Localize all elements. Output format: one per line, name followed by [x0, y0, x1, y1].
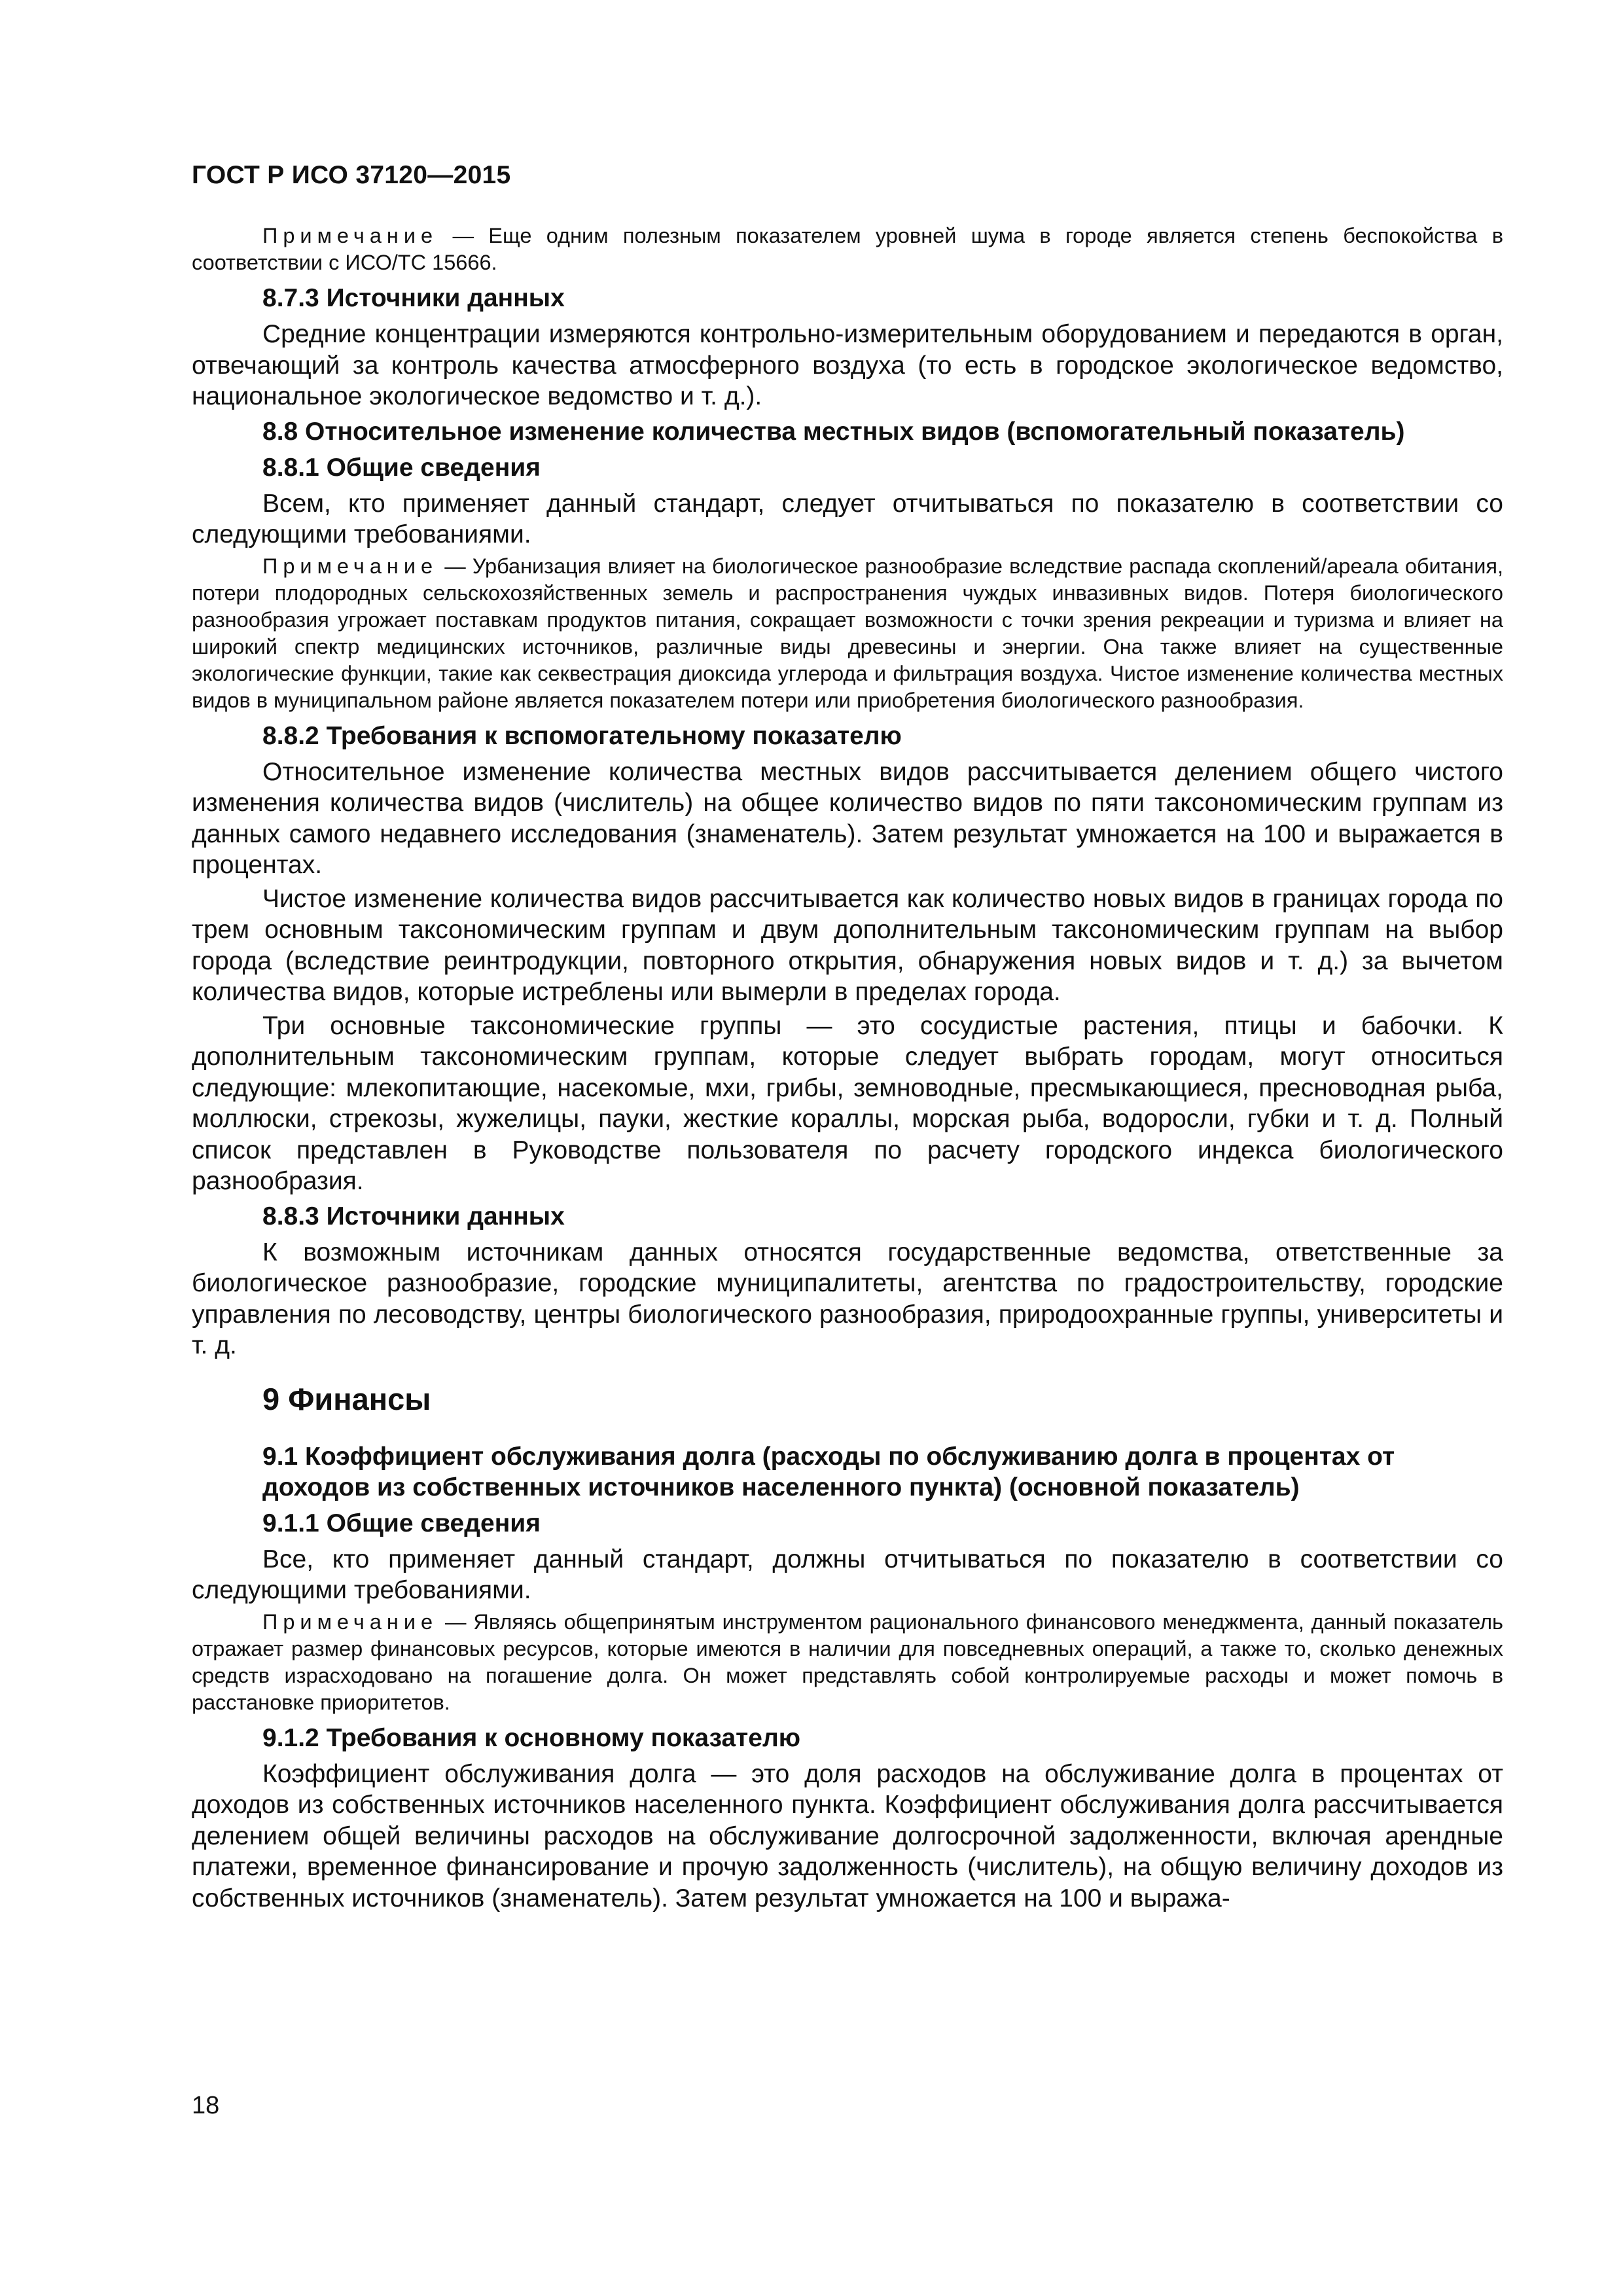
- note-text: — Являясь общепринятым инструментом рационального финансового менеджмента, данный показатель отражает размер финансовых ресурсов, которые имеются в наличии для повседневных операций, а также то, сколько денежных средств израсходовано на погашение долга. Он может представлять собой контролируемые расходы и может помочь в расстановке приоритетов.: [192, 1609, 1503, 1714]
- note-text: — Урбанизация влияет на биологическое разнообразие вследствие распада скоплений/ареала обитания, потери плодородных сельскохозяйственных земель и распространения чуждых инвазивных видов. Потеря биологического разнообразия угрожает поставкам продуктов питания, сокращает возможности с точки зрения рекреации и туризма и влияет на широкий спектр медицинских источников, различные виды древесины и энергии. Она также влияет на существенные экологические функции, такие как секвестрация диоксида углерода и фильтрация воздуха. Чистое изменение количества местных видов в муниципальном районе является показателем потери или приобретения биологического разнообразия.: [192, 554, 1503, 712]
- paragraph-8-8-2-c: Три основные таксономические группы — это сосудистые растения, птицы и бабочки. К дополнительным таксономическим группам, которые следует выбрать городам, могут относиться следующие: млекопитающие, насекомые, мхи, грибы, земноводные, пресмыкающиеся, пресноводная рыба, моллюски, стрекозы, жужелицы, пауки, жесткие кораллы, морская рыба, водоросли, губки и т. д. Полный список представлен в Руководстве пользователя по расчету городского индекса биологического разнообразия.: [192, 1011, 1503, 1195]
- note-noise: [192, 223, 1503, 276]
- heading-9-1: 9.1 Коэффициент обслуживания долга (расходы по обслуживанию долга в процентах от доходов из собственных источников населенного пункта) (основной показатель): [262, 1442, 1395, 1501]
- paragraph-8-8-1: Всем, кто применяет данный стандарт, следует отчитываться по показателю в соответствии со следующими требованиями.: [192, 489, 1503, 548]
- heading-8-8-1: 8.8.1 Общие сведения: [262, 453, 541, 482]
- note-text: — Еще одним полезным показателем уровней шума в городе является степень беспокойства в соответствии с ИСО/ТС 15666.: [192, 224, 1503, 274]
- heading-8-8-3: 8.8.3 Источники данных: [262, 1202, 565, 1230]
- paragraph-8-8-2-b: Чистое изменение количества видов рассчитывается как количество новых видов в границах города по трем основным таксономическим группам и двум дополнительным таксономическим группам на выбор города (вследствие реинтродукции, повторного открытия, обнаружения новых видов и т. д.) за вычетом количества видов, которые истреблены или вымерли в пределах города.: [192, 884, 1503, 1006]
- note-debt-service: [192, 1609, 1503, 1716]
- heading-8-8: 8.8 Относительное изменение количества местных видов (вспомогательный показатель): [262, 417, 1405, 446]
- paragraph-9-1-1: Все, кто применяет данный стандарт, должны отчитываться по показателю в соответствии со следующими требованиями.: [192, 1545, 1503, 1604]
- heading-9-1-2: 9.1.2 Требования к основному показателю: [262, 1723, 801, 1752]
- note-label: Примечание: [262, 224, 438, 247]
- paragraph-9-1-2: Коэффициент обслуживания долга — это доля расходов на обслуживание долга в процентах от доходов из собственных источников населенного пункта. Коэффициент обслуживания долга рассчитывается делением общей величины расходов на обслуживание долгосрочной задолженности, включая арендные платежи, временное финансирование и прочую задолженность (числитель), на общую величину доходов из собственных источников (знаменатель). Затем результат умножается на 100 и выража-: [192, 1759, 1503, 1912]
- heading-8-7-3: 8.7.3 Источники данных: [262, 284, 565, 312]
- heading-9-1-1: 9.1.1 Общие сведения: [262, 1509, 541, 1537]
- paragraph-8-8-2-a: Относительное изменение количества местных видов рассчитывается делением общего чистого изменения количества видов (числитель) на общее количество видов по пяти таксономическим группам из данных самого недавнего исследования (знаменатель). Затем результат умножается на 100 и выражается в процентах.: [192, 757, 1503, 879]
- paragraph-8-7-3: Средние концентрации измеряются контрольно-измерительным оборудованием и передаются в орган, отвечающий за контроль качества атмосферного воздуха (то есть в городское экологическое ведомство, национальное экологическое ведомство и т. д.).: [192, 320, 1503, 410]
- note-label: Примечание: [262, 1609, 438, 1634]
- heading-9: 9 Финансы: [262, 1381, 431, 1416]
- paragraph-8-8-3: К возможным источникам данных относятся государственные ведомства, ответственные за биологическое разнообразие, городские муниципалитеты, агентства по градостроительству, городские управления по лесоводству, центры биологического разнообразия, природоохранные группы, университеты и т. д.: [192, 1238, 1503, 1359]
- note-urbanization: [192, 553, 1503, 714]
- heading-8-8-2: 8.8.2 Требования к вспомогательному показателю: [262, 721, 902, 750]
- standard-header: ГОСТ Р ИСО 37120—2015: [192, 161, 511, 189]
- page-content: [192, 223, 1503, 1916]
- note-label: Примечание: [262, 554, 438, 578]
- page-number: 18: [192, 2092, 220, 2119]
